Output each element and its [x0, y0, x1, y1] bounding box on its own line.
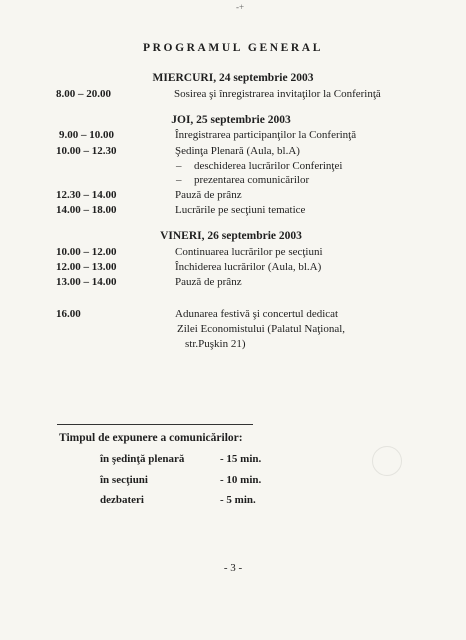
schedule-activity: Înregistrarea participanţilor la Conferinţă	[175, 129, 357, 141]
exposure-value: - 5 min.	[220, 494, 256, 506]
schedule-activity: Pauză de prânz	[175, 189, 242, 201]
schedule-activity: Lucrările pe secţiuni tematice	[175, 204, 306, 216]
day-heading-wednesday: MIERCURI, 24 septembrie 2003	[152, 72, 314, 84]
exposure-label: în secţiuni	[100, 474, 148, 486]
schedule-subitem: – deschiderea lucrărilor Conferinţei	[176, 160, 343, 172]
bleed-through-mark	[372, 446, 402, 476]
exposure-value: - 15 min.	[220, 453, 262, 465]
schedule-activity-line: Zilei Economistului (Palatul Naţional,	[177, 323, 346, 335]
schedule-time: 16.00	[56, 308, 81, 320]
schedule-time: 9.00 – 10.00	[59, 129, 114, 141]
day-heading-thursday: JOI, 25 septembrie 2003	[171, 114, 291, 126]
schedule-time: 13.00 – 14.00	[56, 276, 117, 288]
top-mark: -+	[236, 2, 245, 12]
section-divider	[57, 424, 253, 425]
exposure-label: dezbateri	[100, 494, 144, 506]
schedule-time: 12.30 – 14.00	[56, 189, 117, 201]
schedule-activity-line: Adunarea festivă şi concertul dedicat	[175, 308, 339, 320]
schedule-activity: Şedinţa Plenară (Aula, bl.A)	[175, 145, 300, 157]
schedule-activity: Pauză de prânz	[175, 276, 242, 288]
page-number: - 3 -	[223, 562, 243, 574]
schedule-time: 12.00 – 13.00	[56, 261, 117, 273]
schedule-subitem: – prezentarea comunicărilor	[176, 174, 310, 186]
page-title: PROGRAMUL GENERAL	[143, 42, 323, 54]
schedule-time: 10.00 – 12.30	[56, 145, 117, 157]
exposure-value: - 10 min.	[220, 474, 262, 486]
schedule-activity-line: str.Puşkin 21)	[185, 338, 246, 350]
day-heading-friday: VINERI, 26 septembrie 2003	[160, 230, 302, 242]
schedule-time: 10.00 – 12.00	[56, 246, 117, 258]
exposure-title: Timpul de expunere a comunicărilor:	[59, 432, 243, 444]
exposure-label: în şedinţă plenară	[100, 453, 185, 465]
schedule-time: 8.00 – 20.00	[56, 88, 111, 100]
schedule-time: 14.00 – 18.00	[56, 204, 117, 216]
schedule-activity: Continuarea lucrărilor pe secţiuni	[175, 246, 323, 258]
schedule-activity: Închiderea lucrărilor (Aula, bl.A)	[175, 261, 322, 273]
schedule-activity: Sosirea şi înregistrarea invitaţilor la Conferinţă	[174, 88, 381, 100]
